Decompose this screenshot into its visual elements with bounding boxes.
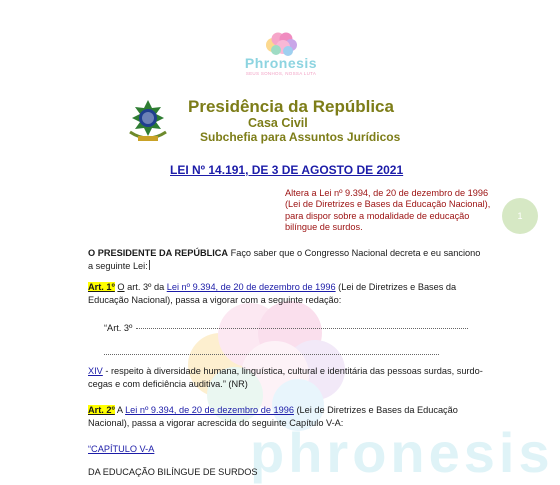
law-title-link[interactable]: LEI Nº 14.191, DE 3 DE AGOSTO DE 2021 [170, 163, 404, 177]
law-9394-link-2[interactable]: Lei nº 9.394, de 20 de dezembro de 1996 [125, 405, 294, 415]
watermark-text: phronesis [250, 421, 554, 484]
brazil-coat-of-arms-icon [124, 98, 172, 146]
article-3-quote: “Art. 3º [104, 322, 468, 335]
text-cursor [149, 260, 150, 270]
article-1-o: O [117, 282, 125, 292]
phronesis-logo [236, 32, 326, 76]
law-ementa: Altera a Lei nº 9.394, de 20 de dezembro de 1996 (Lei de Diretrizes e Bases da Educação Nacional), para dispor sobre a modalidade de educação bilíngue de surdos. [285, 188, 491, 232]
header-subchefia: Subchefia para Assuntos Jurídicos [200, 130, 401, 144]
article-1-paragraph: Art. 1º O art. 3º da Lei nº 9.394, de 20 de dezembro de 1996 (Lei de Diretrizes e Bases da Educação Nacional), passa a vigorar com a seguinte redação: [88, 282, 457, 306]
brain-logo-icon [264, 32, 298, 56]
article-2-paragraph: Art. 2º A Lei nº 9.394, de 20 de dezembro de 1996 (Lei de Diretrizes e Bases da Educação Nacional), passa a vigorar acrescida do seguinte Capítulo V-A: [88, 405, 458, 429]
header-casa-civil: Casa Civil [248, 116, 308, 130]
article-2-label: Art. 2º [88, 405, 115, 415]
law-9394-link[interactable]: Lei nº 9.394, de 20 de dezembro de 1996 [166, 282, 336, 292]
page-number-badge: 1 [502, 198, 538, 234]
item-xiv-link[interactable]: XIV [88, 366, 103, 376]
enactment-text: Faço saber que o Congresso Nacional decreta e eu sanciono a seguinte Lei: [88, 248, 481, 272]
chapter-v-a-link[interactable]: “CAPÍTULO V-A [88, 444, 155, 454]
enactment-paragraph [88, 247, 486, 273]
logo-wordmark: Phronesis [244, 55, 318, 71]
item-xiv-paragraph: XIV - respeito à diversidade humana, linguística, cultural e identitária das pessoas surdas, surdo-cegas e com deficiência auditiva.” (NR) [88, 366, 483, 390]
dotted-line [104, 346, 439, 355]
logo-tagline: SEUS SONHOS, NOSSA LUTA [245, 71, 317, 76]
article-1-label: Art. 1º [88, 282, 115, 292]
chapter-title: DA EDUCAÇÃO BILÍNGUE DE SURDOS [88, 467, 258, 477]
header-presidency: Presidência da República [188, 97, 394, 116]
president-label: O PRESIDENTE DA REPÚBLICA [88, 248, 229, 258]
dotted-line [136, 328, 468, 329]
